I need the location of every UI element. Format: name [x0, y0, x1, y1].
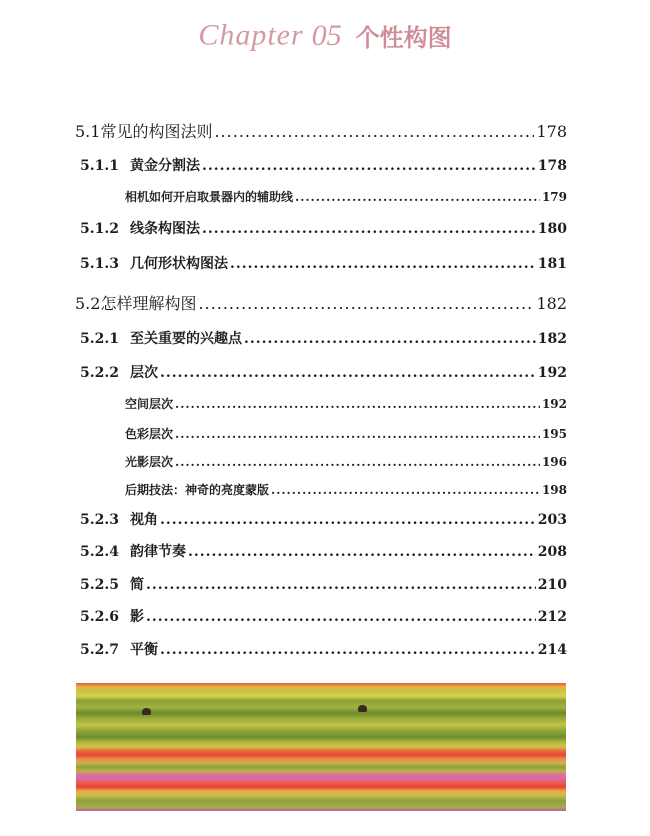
toc-entry-number: 5.2.4: [80, 544, 119, 560]
hay-bale-right: [358, 705, 367, 712]
toc-entry: [125, 425, 567, 442]
toc-leader-dots: [146, 609, 536, 625]
toc-entry: [80, 328, 567, 348]
toc-leader-dots: [244, 331, 536, 347]
toc-entry: [80, 606, 567, 626]
toc-leader-dots: [188, 544, 536, 560]
toc-leader-dots: [202, 158, 536, 174]
toc-leader-dots: [271, 483, 540, 497]
toc-entry-page: 180: [537, 221, 567, 237]
toc-entry-page: 192: [541, 397, 567, 411]
toc-entry-label: 后期技法：神奇的亮度蒙版: [125, 483, 270, 497]
toc-entry-number: 5.2.7: [80, 642, 119, 658]
toc-entry: [80, 218, 567, 238]
toc-entry-number: 5.1: [75, 122, 101, 141]
toc-leader-dots: [202, 221, 536, 237]
toc-entry-number: 5.2.1: [80, 331, 119, 347]
toc-entry-page: 212: [537, 609, 567, 625]
toc-entry-page: 214: [537, 642, 567, 658]
toc-leader-dots: [175, 397, 540, 411]
toc-entry-page: 182: [536, 294, 567, 313]
tulip-field-photo: [76, 683, 566, 811]
toc-entry-number: 5.1.3: [80, 256, 119, 272]
hay-bale-left: [142, 708, 151, 715]
toc-entry: [75, 291, 567, 314]
toc-leader-dots: [175, 455, 540, 469]
toc-leader-dots: [295, 190, 540, 204]
toc-entry-number: 5.2.6: [80, 609, 119, 625]
toc-leader-dots: [175, 427, 540, 441]
toc-leader-dots: [230, 256, 536, 272]
chapter-number: 05: [311, 18, 342, 52]
toc-entry: [125, 188, 567, 205]
toc-entry-page: 208: [537, 544, 567, 560]
toc-entry-page: 196: [541, 455, 567, 469]
toc-entry-label: 几何形状构图法: [130, 256, 228, 272]
toc-entry-page: 192: [537, 365, 567, 381]
toc-entry: [80, 509, 567, 529]
toc-entry-label: 影: [130, 609, 144, 625]
toc-entry: [125, 481, 567, 498]
toc-entry: [125, 395, 567, 412]
toc-entry-label: 怎样理解构图: [100, 294, 197, 313]
toc-leader-dots: [146, 577, 536, 593]
toc-leader-dots: [160, 365, 536, 381]
toc-entry-label: 光影层次: [125, 455, 174, 469]
toc-entry-label: 色彩层次: [125, 427, 174, 441]
toc-entry-number: 5.2.3: [80, 512, 119, 528]
toc-entry-page: 210: [537, 577, 567, 593]
toc-entry-label: 视角: [130, 512, 158, 528]
toc-entry-number: 5.1.2: [80, 221, 119, 237]
toc-entry-label: 常见的构图法则: [100, 122, 213, 141]
toc-entry-label: 平衡: [130, 642, 158, 658]
toc-entry: [75, 119, 567, 142]
toc-entry-page: 178: [537, 158, 567, 174]
toc-entry-page: 181: [537, 256, 567, 272]
toc-entry-page: 198: [541, 483, 567, 497]
toc-leader-dots: [160, 512, 536, 528]
toc-entry: [125, 453, 567, 470]
toc-entry-label: 层次: [130, 365, 158, 381]
toc-entry: [80, 362, 567, 382]
chapter-word: Chapter: [198, 18, 304, 52]
toc-entry-page: 179: [541, 190, 567, 204]
chapter-heading: [0, 18, 650, 53]
toc-entry-page: 203: [537, 512, 567, 528]
toc-leader-dots: [198, 294, 534, 313]
toc-entry-label: 黄金分割法: [130, 158, 200, 174]
toc-leader-dots: [160, 642, 536, 658]
toc-entry-label: 空间层次: [125, 397, 174, 411]
toc-entry-number: 5.2: [75, 294, 101, 313]
toc-entry: [80, 253, 567, 273]
toc-entry-number: 5.2.2: [80, 365, 119, 381]
toc-entry-page: 195: [541, 427, 567, 441]
toc-entry-label: 相机如何开启取景器内的辅助线: [125, 190, 294, 204]
toc-entry: [80, 639, 567, 659]
toc-entry-label: 韵律节奏: [130, 544, 186, 560]
toc-entry-page: 178: [536, 122, 567, 141]
chapter-title: 个性构图: [355, 24, 452, 52]
toc-leader-dots: [214, 122, 534, 141]
toc-entry: [80, 574, 567, 594]
toc-entry-number: 5.1.1: [80, 158, 119, 174]
toc-entry-label: 至关重要的兴趣点: [130, 331, 242, 347]
toc-entry: [80, 155, 567, 175]
toc-entry-page: 182: [537, 331, 567, 347]
toc-entry-number: 5.2.5: [80, 577, 119, 593]
toc-entry-label: 线条构图法: [130, 221, 200, 237]
toc-entry-label: 简: [130, 577, 144, 593]
toc-entry: [80, 541, 567, 561]
